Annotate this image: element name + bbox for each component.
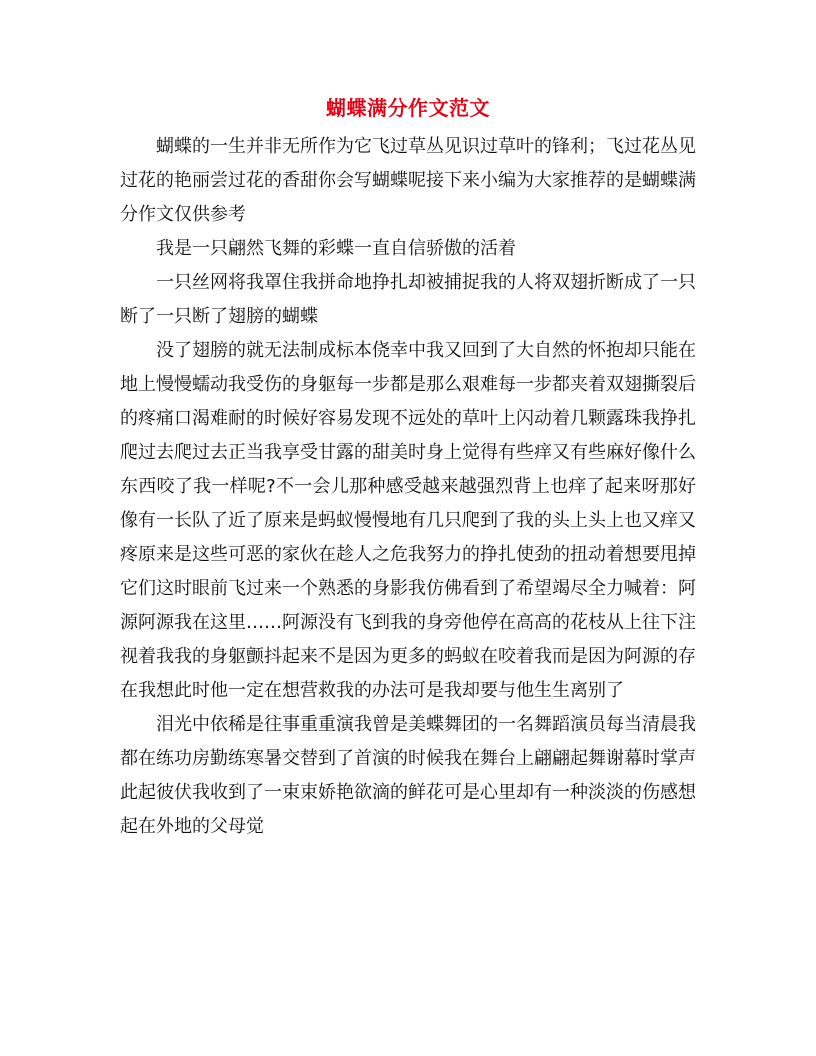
paragraph-2: 我是一只翩然飞舞的彩蝶一直自信骄傲的活着 xyxy=(156,238,516,259)
paragraph-intro: 蝴蝶的一生并非无所作为它飞过草丛见识过草叶的锋利；飞过花丛见过花的艳丽尝过花的香甜你会写蝴蝶呢接下来小编为大家推荐的是蝴蝶满分作文仅供参考 xyxy=(120,136,696,225)
paragraph-4: 没了翅膀的就无法制成标本侥幸中我又回到了大自然的怀抱却只能在地上慢慢蠕动我受伤的身躯每一步都是那么艰难每一步都夹着双翅撕裂后的疼痛口渴难耐的时候好容易发现不远处的草叶上闪动着几颗露珠我挣扎爬过去爬过去正当我享受甘露的甜美时身上觉得有些痒又有些麻好像什么东西咬了我一样呢?不一会儿那种感受越来越强烈背上也痒了起来呀那好像有一长队了近了原来是蚂蚁慢慢地有几只爬到了我的头上头上也又痒又疼原来是这些可恶的家伙在趁人之危我努力的挣扎使劲的扭动着想要甩掉它们这时眼前飞过来一个熟悉的身影我仿佛看到了希望竭尽全力喊着：阿源阿源我在这里……阿源没有飞到我的身旁他停在高高的花枝从上往下注视着我我的身躯颤抖起来不是因为更多的蚂蚁在咬着我而是因为阿源的存在我想此时他一定在想营救我的办法可是我却要与他生生离别了 xyxy=(120,340,696,701)
paragraph-5: 泪光中依稀是往事重重演我曾是美蝶舞团的一名舞蹈演员每当清晨我都在练功房勤练寒暑交替到了首演的时候我在舞台上翩翩起舞谢幕时掌声此起彼伏我收到了一束束娇艳欲滴的鲜花可是心里却有一种淡淡的伤感想起在外地的父母觉 xyxy=(120,714,696,837)
paragraph-3: 一只丝网将我罩住我拼命地挣扎却被捕捉我的人将双翅折断成了一只断了一只断了翅膀的蝴蝶 xyxy=(120,272,696,327)
document-body xyxy=(120,130,696,844)
document-title: 蝴蝶满分作文范文 xyxy=(326,96,490,120)
